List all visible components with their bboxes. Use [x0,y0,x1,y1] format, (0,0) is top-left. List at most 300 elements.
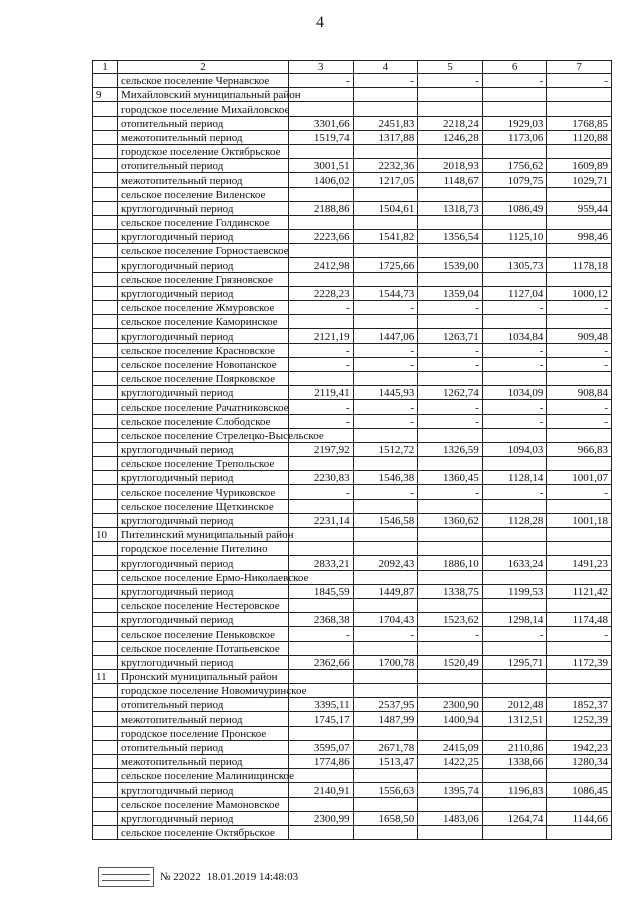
row-label-cell: отопительный период [118,698,289,712]
row-number-cell [93,570,118,584]
row-number-cell [93,343,118,357]
value-cell [482,244,547,258]
value-cell: 1445,93 [353,386,418,400]
row-number-cell [93,641,118,655]
value-cell: 1199,53 [482,584,547,598]
value-cell [482,428,547,442]
value-cell [289,315,354,329]
value-cell: 2012,48 [482,698,547,712]
row-label-cell: сельское поселение Малинищинское [118,769,289,783]
value-cell: - [289,74,354,88]
value-cell [482,825,547,839]
value-cell [547,215,612,229]
value-cell [547,315,612,329]
value-cell [418,428,483,442]
value-cell: 1447,06 [353,329,418,343]
value-cell [353,215,418,229]
row-label-cell: сельское поселение Поярковское [118,371,289,385]
value-cell: - [418,74,483,88]
value-cell [418,825,483,839]
value-cell [547,428,612,442]
value-cell: 1246,28 [418,130,483,144]
value-cell: 2232,36 [353,159,418,173]
row-number-cell: 9 [93,88,118,102]
table-row [93,386,612,400]
value-cell: 1483,06 [418,811,483,825]
row-number-cell [93,386,118,400]
value-cell [482,315,547,329]
value-cell [418,542,483,556]
row-label-cell: круглогодичный период [118,811,289,825]
row-number-cell: 11 [93,669,118,683]
row-label-cell: городское поселение Михайловское [118,102,289,116]
table-row [93,698,612,712]
row-number-cell [93,769,118,783]
value-cell [353,244,418,258]
value-cell [547,641,612,655]
value-cell: - [547,74,612,88]
table-row [93,513,612,527]
row-number-cell [93,712,118,726]
value-cell: - [353,74,418,88]
value-cell: - [547,343,612,357]
row-label-cell: сельское поселение Чуриковское [118,485,289,499]
value-cell: 1513,47 [353,755,418,769]
value-cell [547,244,612,258]
table-row [93,130,612,144]
document-footer [98,867,298,887]
value-cell: 1519,74 [289,130,354,144]
value-cell [418,684,483,698]
table-row [93,669,612,683]
value-cell [482,528,547,542]
value-cell: 1504,61 [353,201,418,215]
value-cell [353,88,418,102]
value-cell: 1546,58 [353,513,418,527]
value-cell [353,371,418,385]
value-cell: 1305,73 [482,258,547,272]
table-row [93,329,612,343]
row-label-cell: круглогодичный период [118,258,289,272]
value-cell: 1298,14 [482,613,547,627]
value-cell: - [482,414,547,428]
value-cell: 1359,04 [418,286,483,300]
value-cell: 1144,66 [547,811,612,825]
value-cell [482,102,547,116]
value-cell: 1196,83 [482,783,547,797]
row-label-cell: круглогодичный период [118,201,289,215]
value-cell [418,769,483,783]
value-cell: 1845,59 [289,584,354,598]
row-number-cell [93,428,118,442]
row-label-cell: сельское поселение Пеньковское [118,627,289,641]
table-row [93,357,612,371]
value-cell [289,499,354,513]
table-row [93,400,612,414]
value-cell [547,542,612,556]
row-label-cell: круглогодичный период [118,329,289,343]
registry-stamp-icon [98,867,154,887]
value-cell [353,457,418,471]
value-cell: 1541,82 [353,230,418,244]
value-cell: 1546,38 [353,471,418,485]
row-label-cell: отопительный период [118,159,289,173]
header-cell: 1 [93,61,118,74]
row-label-cell: сельское поселение Каморинское [118,315,289,329]
row-label-cell: сельское поселение Голдинское [118,215,289,229]
value-cell: 1317,88 [353,130,418,144]
value-cell: 1034,84 [482,329,547,343]
value-cell: 1395,74 [418,783,483,797]
value-cell [353,598,418,612]
table-row [93,442,612,456]
value-cell: 2230,83 [289,471,354,485]
value-cell [418,528,483,542]
row-number-cell [93,471,118,485]
row-number-cell [93,215,118,229]
value-cell [482,726,547,740]
value-cell: 1174,48 [547,613,612,627]
value-cell: 1172,39 [547,655,612,669]
value-cell [289,528,354,542]
value-cell: 908,84 [547,386,612,400]
value-cell [353,797,418,811]
table-row [93,286,612,300]
value-cell [289,641,354,655]
value-cell [353,187,418,201]
table-header-row [93,61,612,74]
row-number-cell [93,797,118,811]
table-row [93,726,612,740]
value-cell [289,825,354,839]
row-number-cell [93,116,118,130]
table-row [93,797,612,811]
value-cell: - [418,627,483,641]
table-row [93,215,612,229]
value-cell: 1609,89 [547,159,612,173]
value-cell: 1125,10 [482,230,547,244]
value-cell: 2833,21 [289,556,354,570]
page-number: 4 [316,14,324,31]
row-number-cell [93,130,118,144]
value-cell: 1262,74 [418,386,483,400]
row-number-cell [93,400,118,414]
value-cell [547,272,612,286]
row-number-cell [93,613,118,627]
value-cell: 1756,62 [482,159,547,173]
value-cell: 3595,07 [289,740,354,754]
value-cell: 2671,78 [353,740,418,754]
table-row [93,371,612,385]
value-cell [418,187,483,201]
value-cell: 1127,04 [482,286,547,300]
row-number-cell [93,102,118,116]
value-cell: 998,46 [547,230,612,244]
value-cell: 1544,73 [353,286,418,300]
value-cell: 1520,49 [418,655,483,669]
value-cell [547,570,612,584]
row-number-cell [93,811,118,825]
value-cell [482,272,547,286]
row-number-cell [93,286,118,300]
value-cell: 1725,66 [353,258,418,272]
value-cell [547,144,612,158]
value-cell [418,570,483,584]
value-cell: 1852,37 [547,698,612,712]
row-label-cell: сельское поселение Чернавское [118,74,289,88]
table-row [93,769,612,783]
value-cell [289,669,354,683]
value-cell [418,669,483,683]
row-label-cell: сельское поселение Мамоновское [118,797,289,811]
row-label-cell: сельское поселение Слободское [118,414,289,428]
row-number-cell: 10 [93,528,118,542]
row-label-cell: сельское поселение Рачатниковское [118,400,289,414]
row-number-cell [93,755,118,769]
table-row [93,528,612,542]
table-row [93,74,612,88]
value-cell: - [353,301,418,315]
value-cell: 2092,43 [353,556,418,570]
table-row [93,201,612,215]
value-cell: 2415,09 [418,740,483,754]
value-cell: 1263,71 [418,329,483,343]
row-label-cell: городское поселение Новомичуринское [118,684,289,698]
value-cell [353,144,418,158]
value-cell: 1148,67 [418,173,483,187]
table-row [93,414,612,428]
row-number-cell [93,584,118,598]
value-cell: 2121,19 [289,329,354,343]
value-cell [353,726,418,740]
value-cell: 1034,09 [482,386,547,400]
table-row [93,301,612,315]
table-row [93,258,612,272]
row-label-cell: круглогодичный период [118,442,289,456]
row-label-cell: сельское поселение Горностаевское [118,244,289,258]
value-cell: 2368,38 [289,613,354,627]
table-row [93,556,612,570]
row-label-cell: круглогодичный период [118,584,289,598]
value-cell [482,769,547,783]
value-cell [482,371,547,385]
table-row [93,584,612,598]
value-cell: 2188,86 [289,201,354,215]
row-label-cell: межотопительный период [118,130,289,144]
value-cell [353,499,418,513]
row-label-cell: круглогодичный период [118,230,289,244]
value-cell: 1318,73 [418,201,483,215]
value-cell [482,499,547,513]
row-label-cell: круглогодичный период [118,513,289,527]
row-number-cell [93,187,118,201]
value-cell [289,371,354,385]
value-cell: 2228,23 [289,286,354,300]
document-number: № 22022 [160,871,201,883]
value-cell: 1449,87 [353,584,418,598]
row-label-cell: круглогодичный период [118,655,289,669]
value-cell [547,371,612,385]
value-cell: - [482,357,547,371]
row-label-cell: круглогодичный период [118,471,289,485]
value-cell: - [482,301,547,315]
header-cell: 7 [547,61,612,74]
value-cell: - [482,74,547,88]
value-cell [418,272,483,286]
value-cell [289,769,354,783]
value-cell [482,144,547,158]
row-number-cell [93,315,118,329]
row-label-cell: круглогодичный период [118,386,289,400]
value-cell: - [547,357,612,371]
table-row [93,244,612,258]
value-cell: 2223,66 [289,230,354,244]
value-cell [353,315,418,329]
value-cell: - [547,627,612,641]
row-label-cell: круглогодичный период [118,286,289,300]
value-cell: 1173,06 [482,130,547,144]
row-number-cell [93,159,118,173]
value-cell [418,144,483,158]
value-cell [418,371,483,385]
value-cell: 1295,71 [482,655,547,669]
value-cell: 1001,18 [547,513,612,527]
value-cell [547,684,612,698]
value-cell [289,244,354,258]
table-row [93,144,612,158]
row-label-cell: сельское поселение Щеткинское [118,499,289,513]
value-cell [418,244,483,258]
value-cell: 1512,72 [353,442,418,456]
value-cell: 2018,93 [418,159,483,173]
value-cell: 1280,34 [547,755,612,769]
row-label-cell: сельское поселение Красновское [118,343,289,357]
value-cell [289,215,354,229]
value-cell: - [353,627,418,641]
value-cell: 1178,18 [547,258,612,272]
value-cell: 2451,83 [353,116,418,130]
row-label-cell: межотопительный период [118,755,289,769]
value-cell: 1029,71 [547,173,612,187]
table-row [93,343,612,357]
value-cell [353,528,418,542]
row-number-cell [93,144,118,158]
value-cell: 1120,88 [547,130,612,144]
value-cell: 1338,66 [482,755,547,769]
value-cell: 3395,11 [289,698,354,712]
value-cell: 1360,45 [418,471,483,485]
value-cell: 2140,91 [289,783,354,797]
value-cell [547,499,612,513]
row-number-cell [93,414,118,428]
value-cell: 2412,98 [289,258,354,272]
value-cell [289,797,354,811]
row-number-cell [93,740,118,754]
value-cell: - [418,400,483,414]
value-cell: 1658,50 [353,811,418,825]
row-number-cell [93,230,118,244]
value-cell [547,457,612,471]
table-row [93,598,612,612]
value-cell [418,315,483,329]
value-cell: - [418,343,483,357]
header-cell: 6 [482,61,547,74]
value-cell [289,598,354,612]
value-cell [547,769,612,783]
row-label-cell: сельское поселение Ермо-Николаевское [118,570,289,584]
value-cell [547,88,612,102]
row-label-cell: сельское поселение Потапьевское [118,641,289,655]
value-cell: - [418,357,483,371]
table-row [93,173,612,187]
value-cell [418,457,483,471]
value-cell [353,669,418,683]
value-cell: - [418,414,483,428]
value-cell [353,825,418,839]
value-cell: 1487,99 [353,712,418,726]
value-cell: 1338,75 [418,584,483,598]
row-number-cell [93,74,118,88]
table-row [93,613,612,627]
table-row [93,187,612,201]
value-cell: 1406,02 [289,173,354,187]
value-cell: 1264,74 [482,811,547,825]
row-label-cell: Пителинский муниципальный район [118,528,289,542]
row-number-cell [93,627,118,641]
value-cell: 1312,51 [482,712,547,726]
value-cell: - [353,343,418,357]
row-number-cell [93,173,118,187]
value-cell: 909,48 [547,329,612,343]
row-label-cell: сельское поселение Октябрьское [118,825,289,839]
value-cell [289,457,354,471]
value-cell [418,797,483,811]
value-cell: - [547,301,612,315]
value-cell [547,598,612,612]
value-cell: 1886,10 [418,556,483,570]
value-cell: - [482,627,547,641]
row-label-cell: Михайловский муниципальный район [118,88,289,102]
value-cell [353,684,418,698]
table-row [93,542,612,556]
row-label-cell: круглогодичный период [118,556,289,570]
table-row [93,499,612,513]
value-cell [547,797,612,811]
value-cell [482,542,547,556]
table-row [93,641,612,655]
value-cell: 1128,28 [482,513,547,527]
value-cell: - [289,357,354,371]
value-cell [547,825,612,839]
value-cell: - [547,414,612,428]
row-number-cell [93,542,118,556]
value-cell [547,187,612,201]
value-cell: 1128,14 [482,471,547,485]
value-cell [418,499,483,513]
table-row [93,825,612,839]
row-number-cell [93,698,118,712]
table-row [93,457,612,471]
row-label-cell: круглогодичный период [118,783,289,797]
row-number-cell [93,513,118,527]
value-cell: - [289,400,354,414]
value-cell: 1942,23 [547,740,612,754]
value-cell: 1539,00 [418,258,483,272]
value-cell [353,641,418,655]
value-cell: 1929,03 [482,116,547,130]
value-cell: 1094,03 [482,442,547,456]
row-number-cell [93,357,118,371]
